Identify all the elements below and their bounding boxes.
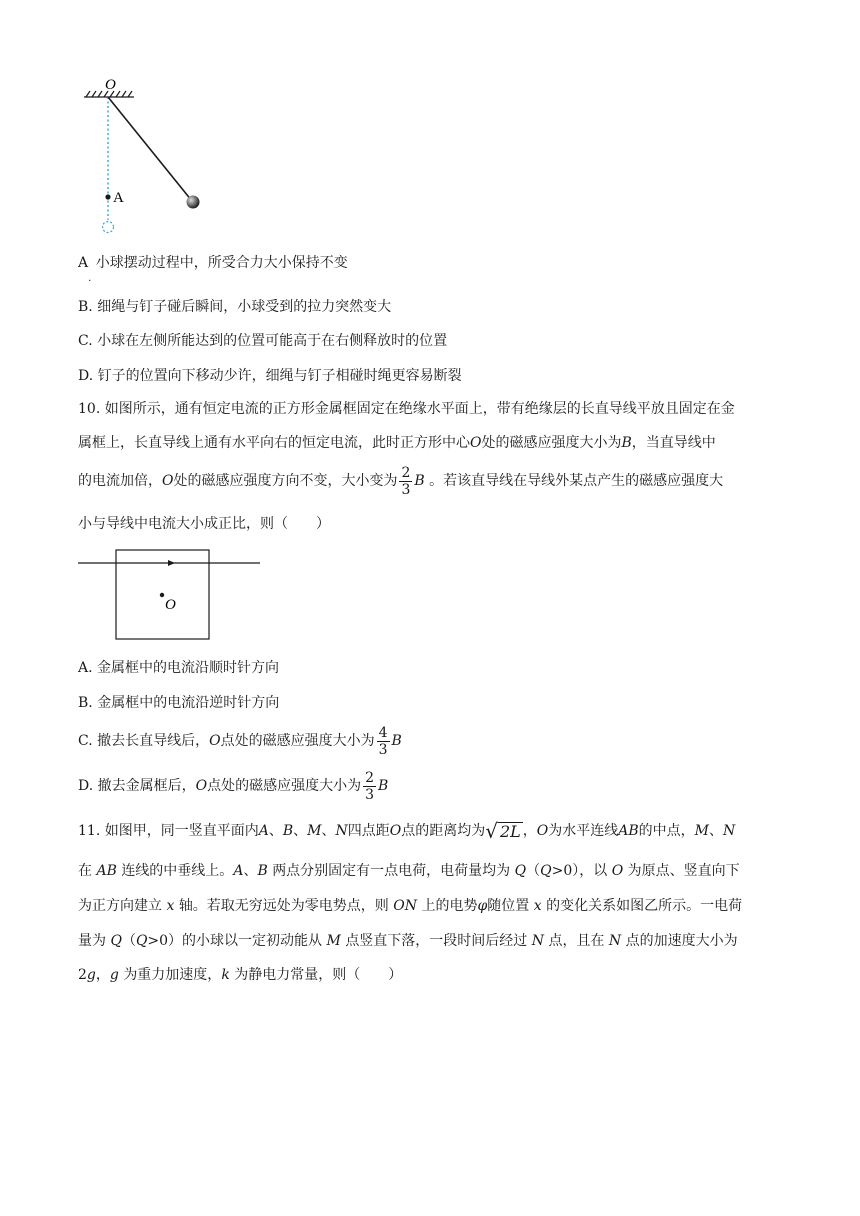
dashed-ball-outline [103,222,114,233]
q11-stem-line4: 量为 Q（Q>0）的小球以一定初动能从 M 点竖直下落，一段时间后经过 N 点，且在 N 点的加速度大小为 [78,933,738,949]
nail-label-a: A [113,190,124,206]
q11-stem-line3: 为正方向建立 x 轴。若取无穷远处为零电势点，则 ON 上的电势φ随位置 x 的变化关系如图乙所示。一电荷 [78,898,743,914]
q11-stem-line1: 11. 如图甲，同一竖直平面内A、B、M、N四点距O点的距离均为 √ 2L ，O为水平连线AB的中点，M、N [78,819,736,843]
q9-option-d: D. 钉子的位置向下移动少许，细绳与钉子相碰时绳更容易断裂 [78,368,462,384]
fraction-4-3: $\frac{4}{3}$ [378,724,388,758]
q10-option-a: A. 金属框中的电流沿顺时针方向 [78,660,280,676]
sqrt-2l: √ 2L [485,819,521,843]
q10-stem-line4: 小与导线中电流大小成正比，则（ ） [78,516,330,532]
q9-option-b: B. 细绳与钉子碰后瞬间，小球受到的拉力突然变大 [78,299,392,315]
square-frame-figure [78,545,268,645]
fraction-2-3-b: $\frac{2}{3}$ [365,769,375,803]
q10-stem-line2: 属框上，长直导线上通有水平向右的恒定电流，此时正方形中心O处的磁感应强度大小为B，当直导线中 [78,435,716,451]
q10-option-b: B. 金属框中的电流沿逆时针方向 [78,695,280,711]
pendulum-string [108,97,192,201]
q9-option-a: $A_.$ 小球摆动过程中，所受合力大小保持不变 [78,255,348,284]
q10-option-d: D. 撤去金属框后，O点处的磁感应强度大小为 $\frac{2}{3}$ B [78,769,389,803]
option-a-dot: . [88,273,92,284]
pendulum-ball [187,196,200,209]
q11-stem-line2: 在 AB 连线的中垂线上。A、B 两点分别固定有一点电荷，电荷量均为 Q（Q>0），以 O 为原点、竖直向下 [78,863,740,879]
q9-option-c: C. 小球在左侧所能达到的位置可能高于在右侧释放时的位置 [78,333,448,349]
center-label-o: O [165,597,176,613]
q11-stem-line5: 2g，g 为重力加速度，k 为静电力常量，则（ ） [78,967,403,983]
pendulum-figure [78,70,218,240]
q10-stem-line1: 10. 如图所示，通有恒定电流的正方形金属框固定在绝缘水平面上，带有绝缘层的长直导线平放且固定在金 [78,401,735,417]
current-arrow-icon [168,560,175,566]
q10-stem-line3: 的电流加倍，O处的磁感应强度方向不变，大小变为 $\frac{2}{3}$ B 。若该直导线在导线外某点产生的磁感应强度大 [78,464,724,498]
pivot-label-o: O [105,77,116,93]
fraction-2-3: $\frac{2}{3}$ [401,464,411,498]
q10-option-c: C. 撤去长直导线后，O点处的磁感应强度大小为 $\frac{4}{3}$ B [78,724,402,758]
center-point-o [160,593,164,597]
nail-point-a [105,194,110,199]
